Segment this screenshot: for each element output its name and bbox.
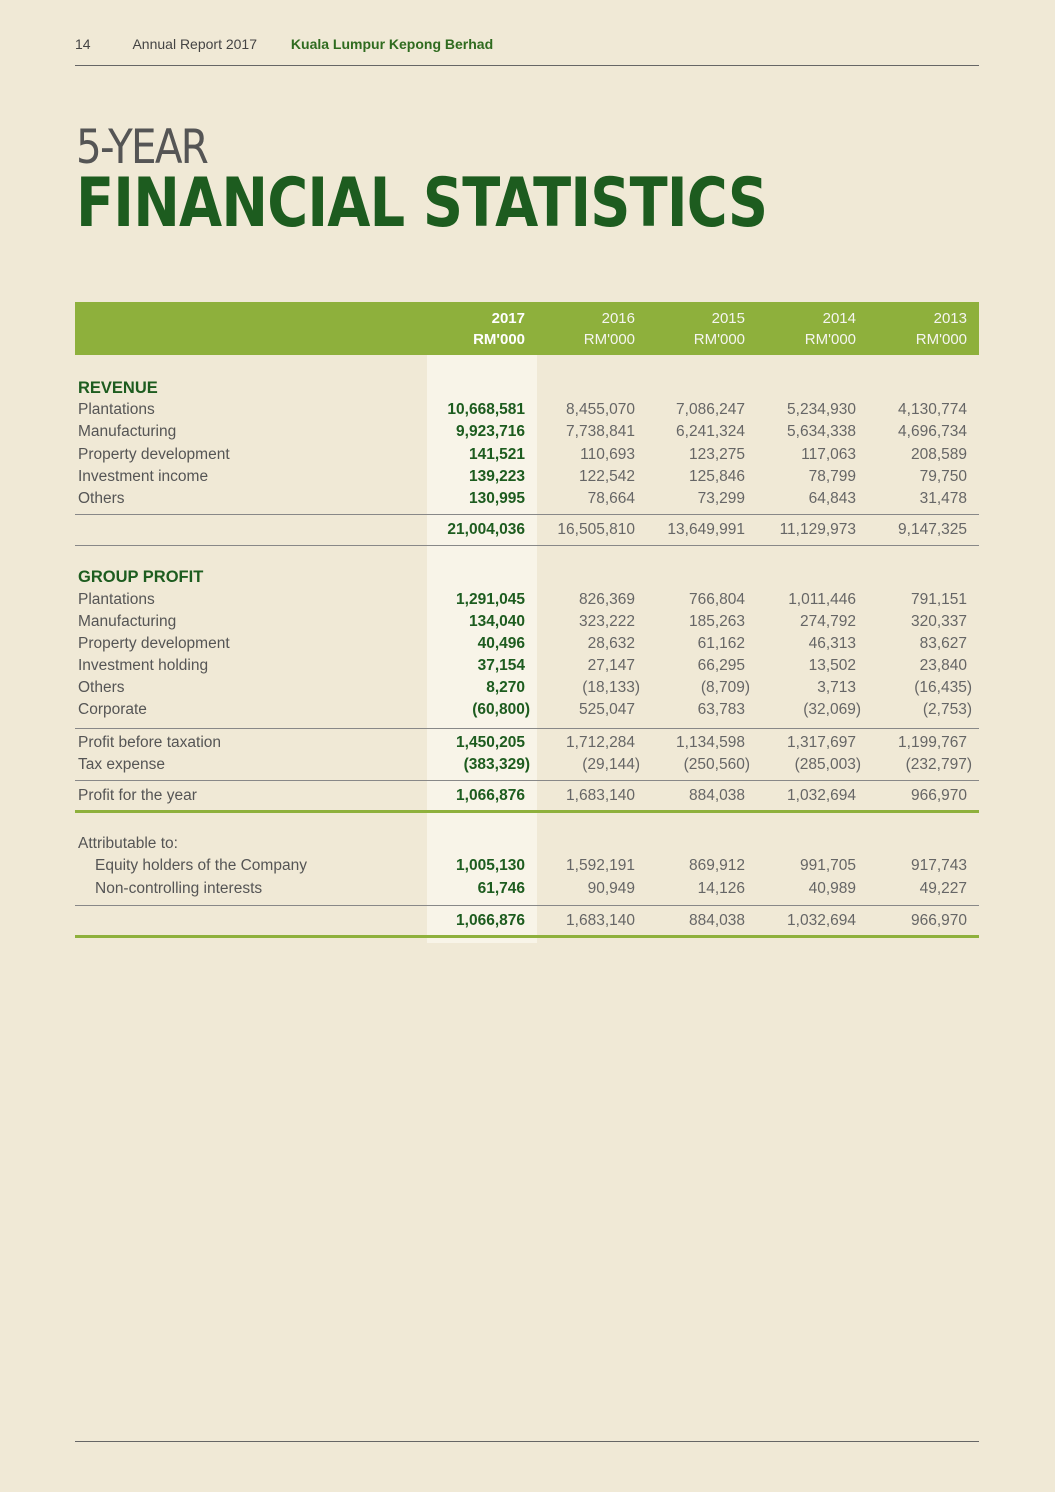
cell-2016: 78,664 bbox=[587, 489, 635, 507]
column-header-2014 bbox=[746, 308, 856, 350]
column-unit: RM'000 bbox=[473, 331, 525, 348]
cell-2013: 791,151 bbox=[910, 590, 967, 608]
column-year: 2015 bbox=[711, 310, 745, 327]
header-rule bbox=[75, 65, 979, 66]
cell-2017: 141,521 bbox=[468, 445, 525, 463]
row-label: Investment income bbox=[78, 467, 209, 485]
cell-2017: 1,066,876 bbox=[456, 911, 525, 929]
cell-2013: 4,696,734 bbox=[898, 423, 967, 441]
column-header-2013 bbox=[857, 308, 967, 350]
section-heading: REVENUE bbox=[78, 379, 158, 397]
table-row bbox=[75, 878, 979, 900]
row-label: Plantations bbox=[78, 590, 155, 608]
cell-2014: 64,843 bbox=[808, 489, 856, 507]
column-header-2016 bbox=[525, 308, 635, 350]
column-unit: RM'000 bbox=[804, 331, 856, 348]
cell-2017: (60,800) bbox=[472, 701, 530, 719]
cell-2014: 11,129,973 bbox=[779, 521, 856, 539]
cell-2016: 122,542 bbox=[578, 467, 635, 485]
cell-2014: 13,502 bbox=[808, 657, 856, 675]
cell-2013: (232,797) bbox=[905, 755, 972, 773]
column-year: 2017 bbox=[491, 310, 525, 327]
table-row bbox=[75, 855, 979, 877]
attributable-heading bbox=[75, 833, 979, 855]
column-unit: RM'000 bbox=[693, 331, 745, 348]
column-unit: RM'000 bbox=[583, 331, 635, 348]
report-title: Annual Report 2017 bbox=[132, 36, 258, 52]
row-label: Attributable to: bbox=[78, 835, 178, 853]
cell-2017: 21,004,036 bbox=[447, 521, 525, 539]
cell-2017: 1,450,205 bbox=[456, 733, 525, 751]
cell-2014: 1,011,446 bbox=[788, 590, 856, 608]
cell-2017: 1,066,876 bbox=[456, 787, 525, 804]
company-name: Kuala Lumpur Kepong Berhad bbox=[290, 36, 494, 52]
cell-2017: 134,040 bbox=[468, 612, 525, 630]
section-revenue bbox=[75, 377, 979, 399]
cell-2014: 5,634,338 bbox=[787, 423, 856, 441]
page-header bbox=[75, 36, 979, 52]
cell-2014: 46,313 bbox=[808, 634, 856, 652]
column-header-2017 bbox=[415, 308, 525, 350]
cell-2013: (2,753) bbox=[922, 701, 972, 719]
cell-2017: 40,496 bbox=[477, 634, 525, 652]
financial-statistics-table bbox=[75, 302, 979, 938]
cell-2015: 123,275 bbox=[688, 445, 745, 463]
cell-2016: (29,144) bbox=[582, 755, 640, 773]
table-row bbox=[75, 611, 979, 633]
cell-2015: 1,134,598 bbox=[676, 733, 745, 751]
row-label: Profit before taxation bbox=[78, 733, 222, 751]
footer-rule bbox=[75, 1441, 979, 1442]
cell-2016: 28,632 bbox=[587, 634, 635, 652]
cell-2014: 991,705 bbox=[799, 857, 856, 875]
cell-2016: 525,047 bbox=[578, 701, 635, 719]
row-label: Others bbox=[78, 489, 125, 507]
cell-2017: 37,154 bbox=[477, 657, 525, 675]
cell-2016: 110,693 bbox=[580, 445, 635, 463]
cell-2015: 66,295 bbox=[697, 657, 745, 675]
cell-2016: 1,592,191 bbox=[566, 857, 635, 875]
cell-2017: 61,746 bbox=[477, 879, 525, 897]
cell-2016: 1,683,140 bbox=[566, 787, 635, 804]
cell-2015: 884,038 bbox=[688, 787, 745, 804]
row-label: Property development bbox=[78, 445, 230, 463]
cell-2017: 139,223 bbox=[468, 467, 525, 485]
cell-2015: 6,241,324 bbox=[676, 423, 745, 441]
cell-2014: 3,713 bbox=[817, 679, 856, 697]
profit-for-year-row bbox=[75, 785, 979, 807]
table-header bbox=[75, 302, 979, 355]
cell-2015: 884,038 bbox=[688, 911, 745, 929]
cell-2013: (16,435) bbox=[914, 679, 972, 697]
column-header-2015 bbox=[635, 308, 745, 350]
table-row bbox=[75, 488, 979, 510]
spacer bbox=[75, 546, 979, 566]
table-row bbox=[75, 633, 979, 655]
row-label: Investment holding bbox=[78, 657, 209, 675]
table-body bbox=[75, 355, 979, 938]
table-row bbox=[75, 399, 979, 421]
cell-2014: 40,989 bbox=[808, 879, 856, 897]
row-label: Equity holders of the Company bbox=[95, 857, 307, 875]
table-row bbox=[75, 589, 979, 611]
cell-2013: 49,227 bbox=[919, 879, 967, 897]
cell-2017: 1,291,045 bbox=[456, 590, 525, 608]
cell-2017: (383,329) bbox=[463, 755, 530, 773]
page-title-line2: FINANCIAL STATISTICS bbox=[76, 164, 768, 243]
row-label: Tax expense bbox=[78, 755, 166, 773]
cell-2016: 1,712,284 bbox=[566, 733, 635, 751]
cell-2016: 16,505,810 bbox=[557, 521, 635, 539]
cell-2014: (285,003) bbox=[794, 755, 861, 773]
cell-2015: 13,649,991 bbox=[667, 521, 745, 539]
cell-2016: 7,738,841 bbox=[566, 423, 635, 441]
table-row bbox=[75, 466, 979, 488]
table-row bbox=[75, 421, 979, 443]
cell-2017: 9,923,716 bbox=[456, 423, 525, 441]
revenue-total-row bbox=[75, 519, 979, 541]
cell-2013: 320,337 bbox=[910, 612, 967, 630]
cell-2015: 63,783 bbox=[697, 701, 745, 719]
row-label: Manufacturing bbox=[78, 423, 177, 441]
cell-2015: 125,846 bbox=[688, 467, 745, 485]
column-unit: RM'000 bbox=[915, 331, 967, 348]
column-year: 2013 bbox=[933, 310, 967, 327]
cell-2015: 869,912 bbox=[688, 857, 745, 875]
cell-2013: 1,199,767 bbox=[898, 733, 967, 751]
cell-2016: (18,133) bbox=[582, 679, 640, 697]
table-row bbox=[75, 677, 979, 699]
cell-2015: (250,560) bbox=[683, 755, 750, 773]
row-label: Property development bbox=[78, 634, 230, 652]
cell-2015: (8,709) bbox=[700, 679, 750, 697]
tax-expense-row bbox=[75, 754, 979, 776]
row-label: Corporate bbox=[78, 701, 147, 719]
cell-2013: 9,147,325 bbox=[898, 521, 967, 539]
row-label: Profit for the year bbox=[78, 787, 197, 804]
page-title-line1: 5-YEAR bbox=[76, 120, 208, 175]
spacer bbox=[75, 355, 979, 377]
cell-2014: 117,063 bbox=[801, 445, 856, 463]
cell-2016: 826,369 bbox=[578, 590, 635, 608]
cell-2013: 966,970 bbox=[910, 787, 967, 804]
cell-2014: 274,792 bbox=[799, 612, 856, 630]
row-label: Non-controlling interests bbox=[95, 879, 263, 897]
column-year: 2016 bbox=[601, 310, 635, 327]
cell-2015: 766,804 bbox=[688, 590, 745, 608]
cell-2014: 1,317,697 bbox=[787, 733, 856, 751]
cell-2017: 10,668,581 bbox=[447, 401, 525, 419]
table-row bbox=[75, 655, 979, 677]
profit-before-tax-row bbox=[75, 732, 979, 754]
cell-2013: 23,840 bbox=[919, 657, 967, 675]
row-label: Plantations bbox=[78, 401, 155, 419]
table-row bbox=[75, 444, 979, 466]
cell-2017: 8,270 bbox=[486, 679, 525, 697]
cell-2013: 917,743 bbox=[910, 857, 967, 875]
cell-2014: 5,234,930 bbox=[787, 401, 856, 419]
cell-2015: 73,299 bbox=[697, 489, 745, 507]
cell-2016: 90,949 bbox=[587, 879, 635, 897]
row-label: Manufacturing bbox=[78, 612, 177, 630]
cell-2017: 130,995 bbox=[468, 489, 525, 507]
row-label: Others bbox=[78, 679, 125, 697]
cell-2015: 185,263 bbox=[688, 612, 745, 630]
cell-2015: 7,086,247 bbox=[676, 401, 745, 419]
cell-2016: 323,222 bbox=[578, 612, 635, 630]
cell-2013: 4,130,774 bbox=[898, 401, 967, 419]
cell-2013: 208,589 bbox=[910, 445, 967, 463]
cell-2013: 31,478 bbox=[919, 489, 967, 507]
cell-2014: 1,032,694 bbox=[787, 911, 856, 929]
cell-2013: 83,627 bbox=[919, 634, 967, 652]
cell-2015: 14,126 bbox=[697, 879, 745, 897]
section-heading: GROUP PROFIT bbox=[78, 568, 204, 587]
cell-2016: 1,683,140 bbox=[566, 911, 635, 929]
cell-2015: 61,162 bbox=[697, 634, 745, 652]
column-year: 2014 bbox=[822, 310, 856, 327]
cell-2014: (32,069) bbox=[803, 701, 861, 719]
cell-2014: 1,032,694 bbox=[787, 787, 856, 804]
cell-2016: 8,455,070 bbox=[566, 401, 635, 419]
cell-2013: 79,750 bbox=[919, 467, 967, 485]
spacer bbox=[75, 813, 979, 833]
cell-2014: 78,799 bbox=[808, 467, 856, 485]
page-number: 14 bbox=[75, 36, 91, 52]
cell-2016: 27,147 bbox=[587, 657, 635, 675]
green-rule bbox=[75, 935, 979, 938]
table-row bbox=[75, 699, 979, 721]
cell-2017: 1,005,130 bbox=[456, 857, 525, 875]
section-group-profit bbox=[75, 566, 979, 588]
attributable-total-row bbox=[75, 910, 979, 932]
cell-2013: 966,970 bbox=[910, 911, 967, 929]
